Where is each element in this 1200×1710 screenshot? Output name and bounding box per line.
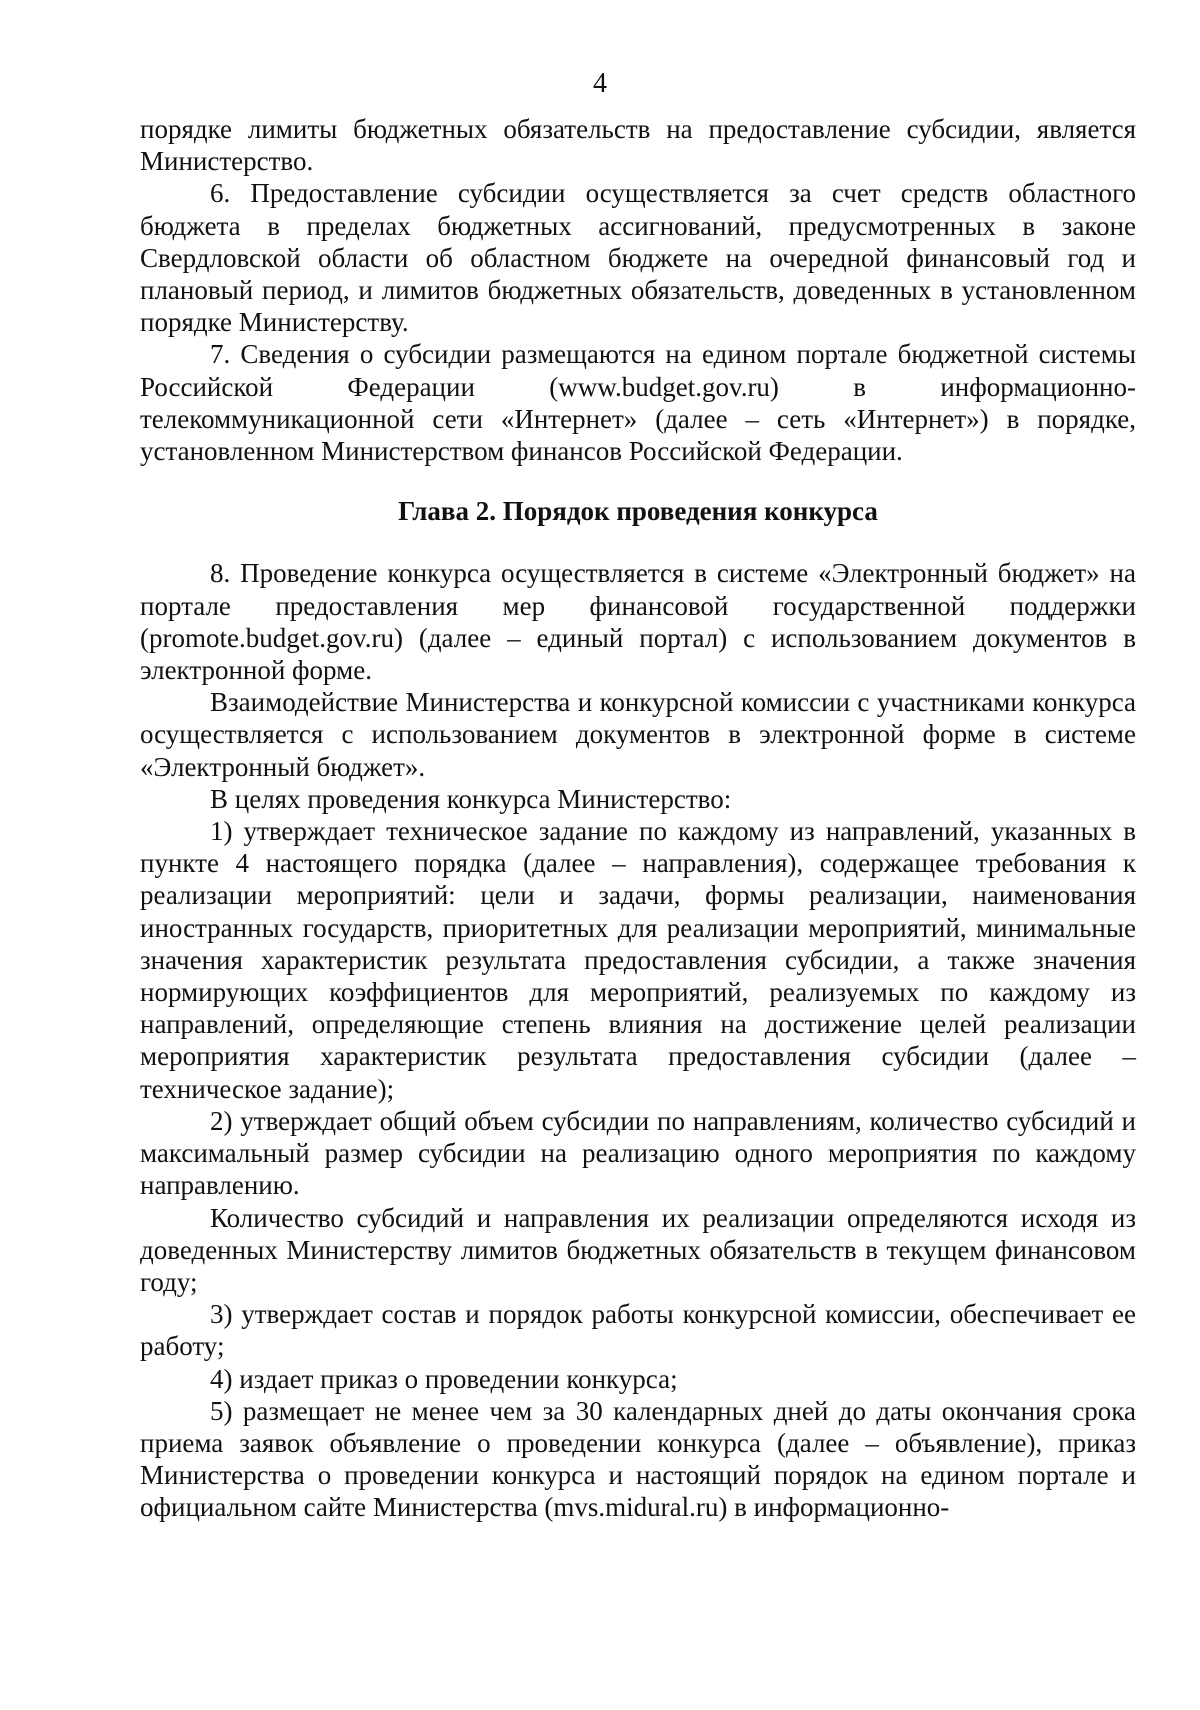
paragraph: В целях проведения конкурса Министерство: [210,783,732,814]
paragraphs-before-heading [140,113,1136,467]
paragraph: 7. Сведения о субсидии размещаются на едином портале бюджетной системы Российской Федерации (www.budget.gov.ru) в информационно-телекоммуникационной сети «Интернет» (далее – сеть «Интернет») в порядке, установленном Министерством финансов Российской Федерации. [140,339,1136,467]
list-item: 2) утверждает общий объем субсидии по направлениям, количество субсидий и максимальный размер субсидии на реализацию одного мероприятия по каждому направлению. [140,1105,1136,1201]
paragraph: 8. Проведение конкурса осуществляется в системе «Электронный бюджет» на портале предоставления мер финансовой государственной поддержки (promote.budget.gov.ru) (далее – единый портал) с использованием документов в электронной форме. [140,558,1136,686]
paragraphs-after-heading [140,557,1136,1523]
paragraph: Количество субсидий и направления их реализации определяются исходя из доведенных Министерству лимитов бюджетных обязательств в текущем финансовом году; [140,1202,1136,1297]
list-item: 5) размещает не менее чем за 30 календарных дней до даты окончания срока приема заявок объявление о проведении конкурса (далее – объявление), приказ Министерства о проведении конкурса и настоящий порядок на едином портале и официальном сайте Министерства (mvs.midural.ru) в информационно- [140,1395,1136,1523]
document-body [140,113,1136,1524]
paragraph: порядке лимиты бюджетных обязательств на предоставление субсидии, является Министерство. [140,114,1136,177]
list-item: 3) утверждает состав и порядок работы конкурсной комиссии, обеспечивает ее работу; [140,1299,1136,1362]
page-number: 4 [593,68,607,99]
chapter-heading: Глава 2. Порядок проведения конкурса [398,496,878,527]
list-item: 4) издает приказ о проведении конкурса; [210,1363,678,1394]
list-item: 1) утверждает техническое задание по каждому из направлений, указанных в пункте 4 настоящего порядка (далее – направления), содержащее требования к реализации мероприятий: цели и задачи, формы реализации, наименования иностранных государств, приоритетных для реализации мероприятий, минимальные значения характеристик результата предоставления субсидии, а также значения нормирующих коэффициентов для мероприятий, реализуемых по каждому из направлений, определяющие степень влияния на достижение целей реализации мероприятия характеристик результата предоставления субсидии (далее – техническое задание); [140,816,1136,1104]
paragraph: Взаимодействие Министерства и конкурсной комиссии с участниками конкурса осуществляется с использованием документов в электронной форме в системе «Электронный бюджет». [140,687,1136,782]
paragraph: 6. Предоставление субсидии осуществляется за счет средств областного бюджета в пределах бюджетных ассигнований, предусмотренных в законе Свердловской области об областном бюджете на очередной финансовый год и плановый период, и лимитов бюджетных обязательств, доведенных в установленном порядке Министерству. [140,178,1136,338]
